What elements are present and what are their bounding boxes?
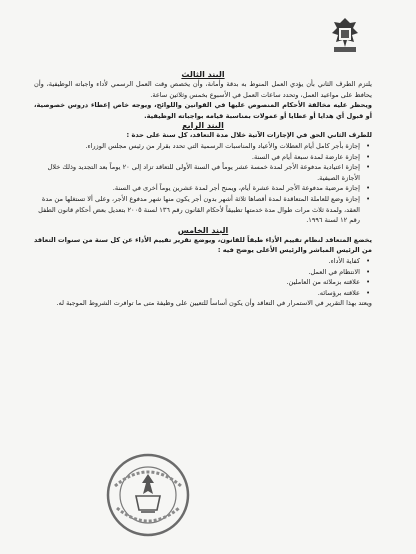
list-item [34,267,372,278]
list-item [34,194,372,226]
list-item-text: إجازة اعتيادية مدفوعة الأجر لمدة خمسة عشر يوماً في السنة الأولى للتعاقد تزاد إلى ٢٠ يوماً بعد التجديد وذلك خلال الأجازة الصيفية. [47,163,360,182]
bullet-icon: • [366,267,370,276]
section-5-heading: البند الخامس [177,225,229,235]
bullet-icon: • [366,278,370,287]
section-5-closing: ويعتد بهذا التقرير في الاستمرار في التعاقد وأن يكون أساساً للتعيين على وظيفة متى ما توافرت الشروط الموجبة له. [56,299,372,308]
official-seal-stamp-icon [103,450,193,540]
state-emblem-icon [328,14,362,56]
list-item-text: إجازة بأجر كامل أيام العطلات والأعياد والمناسبات الرسمية التي تحدد بقرار من رئيس مجلس الوزراء. [85,141,360,150]
list-item-text: كفاية الأداء. [328,256,360,265]
bullet-icon: • [366,184,370,193]
section-4-intro: للطرف الثاني الحق في الإجازات الآتية خلال مدة التعاقد، كل سنة على حدة : [126,131,372,140]
list-item [34,256,372,267]
section-3-paragraph-2: ويحظر عليه مخالفة الأحكام المنصوص عليها في القوانين واللوائح، ويوجه خاص إعطاء دروس خصوصية، أو قبول أي هدايا أو عطايا أو عمولات بمناسبة قيامه بواجباته الوظيفية. [34,101,372,120]
list-item-text: علاقته بزملائه من العاملين. [286,278,360,287]
bullet-icon: • [366,163,370,172]
section-3-paragraph-1: يلتزم الطرف الثاني بأن يؤدي العمل المنوط به بدقة وأمانة، وأن يخصص وقت العمل الرسمي لأداء واجباته الوظيفية، وأن يحافظ على مواعيد العمل، وتحدد ساعات العمل في الأسبوع بخمس وثلاثين ساعة. [34,80,372,99]
section-5-criteria-list [34,256,372,298]
bullet-icon: • [366,194,370,203]
list-item-text: علاقته برؤسائه. [317,288,360,297]
list-item-text: إجازة مرضية مدفوعة الأجر لمدة عشرة أيام، ويمنح أجر لمدة عشرين يوماً أخرى في السنة. [112,184,360,193]
bullet-icon: • [366,256,370,265]
section-4-heading: البند الرابع [182,121,224,131]
section-4-leave-list [34,141,372,226]
bullet-icon: • [366,152,370,161]
bullet-icon: • [366,141,370,150]
list-item [34,277,372,288]
list-item-text: الانتظام في العمل. [308,267,360,276]
list-item-text: إجازة وضع للعاملة المتعاقدة لمدة أقصاها ثلاثة أشهر بدون أجر يكون منها شهر مدفوع الأجر، وعلى ألا تستغلها من مدة العقد، ولمدة ثلاث مرات طوال مدة خدمتها تطبيقاً لأحكام القانون رقم ١٣٦ لسنة ٢٠٠٥ بتعديل بعض أحكام قانون الطفل رقم ١٢ لسنة ١٩٩٦. [38,194,360,225]
section-3-heading: البند الثالث [181,70,225,79]
list-item-text: إجازة عارضة لمدة سبعة أيام في السنة. [251,152,360,161]
section-5-intro: يخضع المتعاقد لنظام تقييم الأداء طبقاً للقانون، ويوضع تقرير تقييم الأداء عن كل سنة من سنوات التعاقد من الرئيس المباشر والرئيس الأعلى يوضح فيه : [34,235,372,255]
list-item [34,288,372,299]
list-item [34,183,372,194]
bullet-icon: • [366,288,370,297]
list-item [34,162,372,183]
list-item [34,152,372,163]
list-item [34,141,372,152]
